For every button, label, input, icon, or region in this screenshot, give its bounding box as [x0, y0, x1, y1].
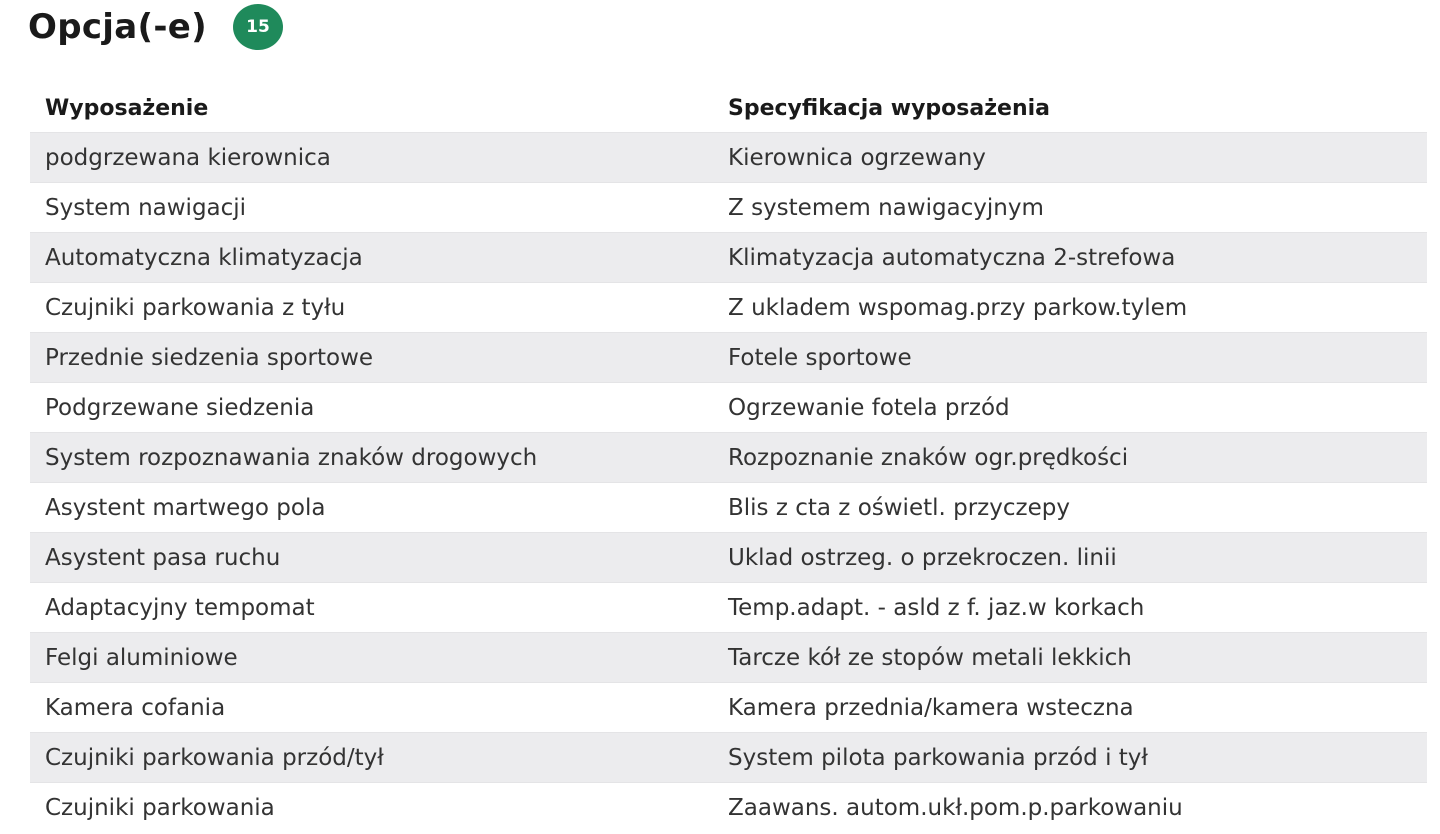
specification-cell: Klimatyzacja automatyczna 2-strefowa [728, 244, 1176, 271]
column-header-equipment: Wyposażenie [45, 95, 209, 121]
table-row [30, 582, 1427, 632]
equipment-cell: Czujniki parkowania przód/tył [45, 744, 384, 771]
table-row [30, 382, 1427, 432]
specification-cell: Rozpoznanie znaków ogr.prędkości [728, 444, 1129, 471]
table-row [30, 132, 1427, 182]
column-header-specification: Specyfikacja wyposażenia [728, 95, 1051, 121]
specification-cell: Blis z cta z oświetl. przyczepy [728, 494, 1070, 521]
specification-cell: System pilota parkowania przód i tył [728, 744, 1148, 771]
table-row [30, 432, 1427, 482]
table-row [30, 232, 1427, 282]
specification-cell: Uklad ostrzeg. o przekroczen. linii [728, 544, 1117, 571]
specification-cell: Tarcze kół ze stopów metali lekkich [728, 644, 1132, 671]
specification-cell: Ogrzewanie fotela przód [728, 394, 1010, 421]
section-heading [28, 4, 283, 50]
equipment-cell: Asystent martwego pola [45, 494, 326, 521]
table-row [30, 632, 1427, 682]
table-row [30, 782, 1427, 832]
specification-cell: Z ukladem wspomag.przy parkow.tylem [728, 294, 1188, 321]
specification-cell: Fotele sportowe [728, 344, 912, 371]
equipment-cell: Przednie siedzenia sportowe [45, 344, 374, 371]
table-row [30, 532, 1427, 582]
equipment-cell: System nawigacji [45, 194, 247, 221]
specification-cell: Kamera przednia/kamera wsteczna [728, 694, 1134, 721]
table-row [30, 182, 1427, 232]
table-row [30, 732, 1427, 782]
specification-cell: Temp.adapt. - asld z f. jaz.w korkach [728, 594, 1145, 621]
count-badge: 15 [233, 4, 283, 50]
section-title: Opcja(-e) [28, 7, 207, 47]
equipment-cell: Czujniki parkowania z tyłu [45, 294, 346, 321]
table-row [30, 282, 1427, 332]
equipment-cell: Adaptacyjny tempomat [45, 594, 315, 621]
equipment-table [30, 84, 1427, 832]
equipment-cell: Kamera cofania [45, 694, 226, 721]
specification-cell: Kierownica ogrzewany [728, 144, 986, 171]
equipment-cell: podgrzewana kierownica [45, 144, 331, 171]
equipment-cell: Podgrzewane siedzenia [45, 394, 315, 421]
table-row [30, 332, 1427, 382]
specification-cell: Zaawans. autom.ukł.pom.p.parkowaniu [728, 794, 1183, 821]
table-header-row [30, 84, 1427, 132]
equipment-cell: Felgi aluminiowe [45, 644, 238, 671]
equipment-cell: Czujniki parkowania [45, 794, 275, 821]
table-row [30, 482, 1427, 532]
equipment-cell: Automatyczna klimatyzacja [45, 244, 363, 271]
equipment-cell: Asystent pasa ruchu [45, 544, 281, 571]
equipment-cell: System rozpoznawania znaków drogowych [45, 444, 538, 471]
specification-cell: Z systemem nawigacyjnym [728, 194, 1044, 221]
table-row [30, 682, 1427, 732]
